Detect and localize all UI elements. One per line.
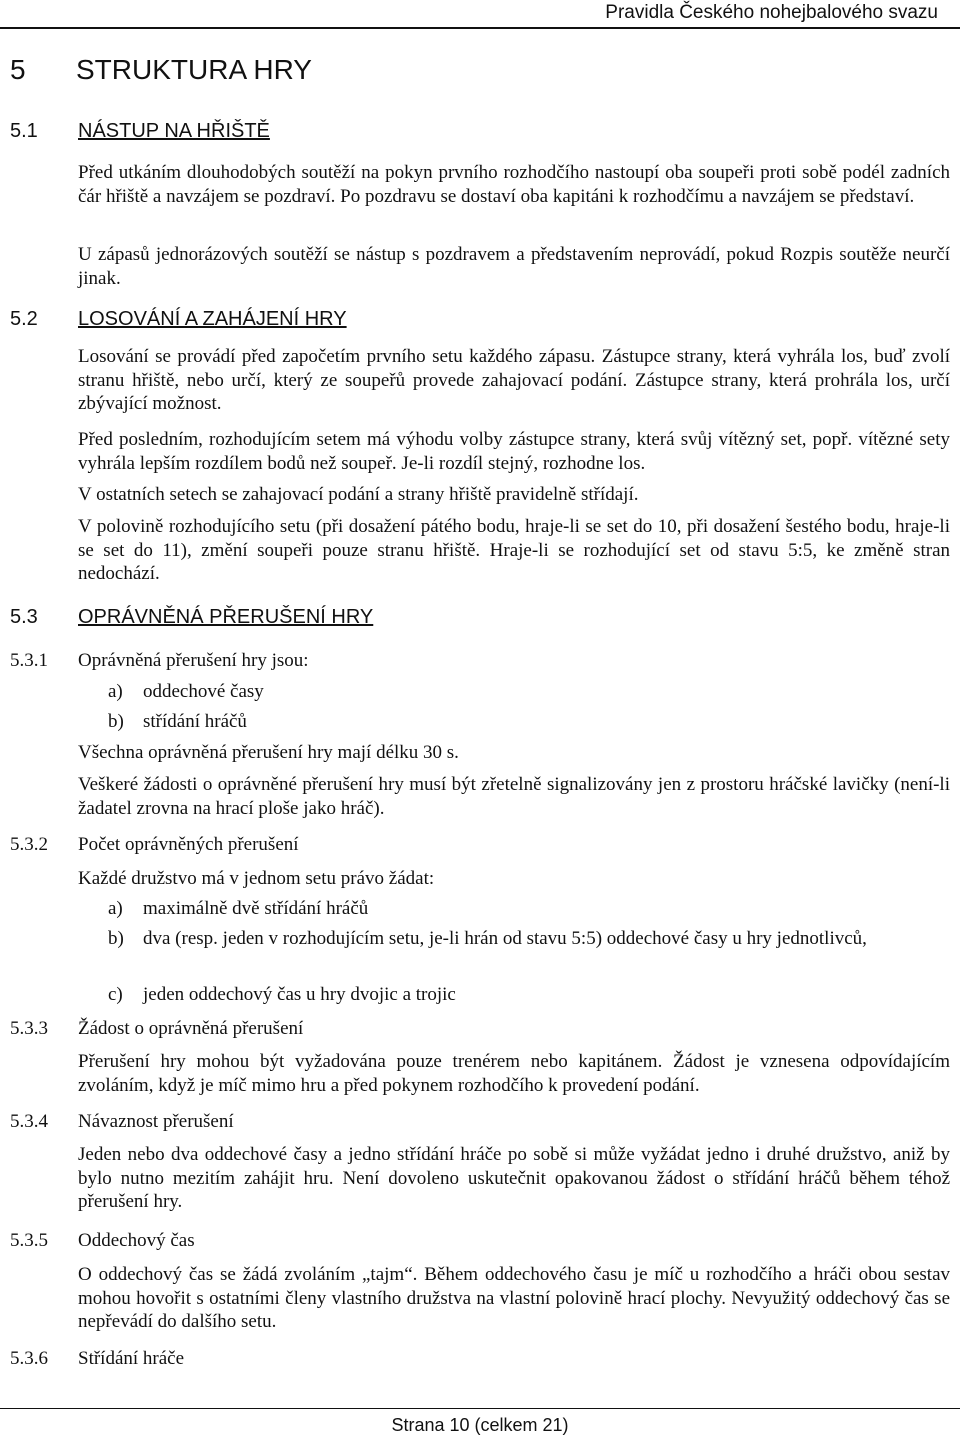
subsection-title: Počet oprávněných přerušení [78,834,299,855]
subsection-title: Návaznost přerušení [78,1111,234,1132]
subsection-heading [10,650,309,672]
footer-rule [0,1408,960,1409]
section-heading [10,606,373,629]
list-label: a) [108,898,123,919]
section-heading [10,120,270,143]
subsection-number: 5.3.6 [10,1348,48,1369]
paragraph: Veškeré žádosti o oprávněné přerušení hry musí být zřetelně signalizovány jen z prostoru hráčské lavičky (není-li žadatel zrovna na hrací ploše jako hráč). [78,774,950,819]
paragraph: Před utkáním dlouhodobých soutěží na pokyn prvního rozhodčího nastoupí oba soupeři proti sobě podél zadních čár hřiště a navzájem se pozdraví. Po pozdravu se dostaví oba kapitáni k rozhodčímu a navzájem se představí. [78,162,950,207]
list-text: oddechové časy [143,681,264,702]
list-label: c) [108,984,123,1005]
section-title: NÁSTUP NA HŘIŠTĚ [78,120,270,142]
subsection-title: Žádost o oprávněná přerušení [78,1018,304,1039]
list-text: jeden oddechový čas u hry dvojic a trojic [143,984,456,1005]
list-item [108,680,950,704]
page-number: Strana 10 (celkem 21) [391,1415,569,1435]
subsection-number: 5.3.3 [10,1018,48,1039]
paragraph: Každé družstvo má v jednom setu právo žádat: [78,868,435,889]
section-number: 5.1 [10,120,38,142]
list-label: b) [108,711,124,732]
paragraph: V ostatních setech se zahajovací podání a strany hřiště pravidelně střídají. [78,484,639,505]
subsection-title: Střídání hráče [78,1348,185,1369]
subsection-number: 5.3.5 [10,1230,48,1251]
subsection-number: 5.3.1 [10,650,48,671]
section-heading [10,308,347,331]
header-rule [0,27,960,29]
paragraph: Všechna oprávněná přerušení hry mají délku 30 s. [78,742,459,763]
list-text: střídání hráčů [143,711,247,732]
list-item [108,983,950,1007]
subsection-heading [10,1230,195,1252]
subsection-heading [10,1018,303,1040]
list-item [108,927,950,951]
subsection-number: 5.3.2 [10,834,48,855]
paragraph: Losování se provádí před započetím prvního setu každého zápasu. Zástupce strany, která vyhrála los, buď zvolí stranu hřiště, nebo určí, který ze soupeřů provede zahajovací podání. Zástupce strany, která prohrála los, určí zbývající možnost. [78,346,950,414]
subsection-heading [10,1111,234,1133]
list-text: dva (resp. jeden v rozhodujícím setu, je-li hrán od stavu 5:5) oddechové časy u hry jednotlivců, [143,928,867,949]
subsection-title: Oprávněná přerušení hry jsou: [78,650,309,671]
section-title: LOSOVÁNÍ A ZAHÁJENÍ HRY [78,308,347,330]
list-text: maximálně dvě střídání hráčů [143,898,369,919]
paragraph: V polovině rozhodujícího setu (při dosažení pátého bodu, hraje-li se set do 10, při dosažení šestého bodu, hraje-li se set do 11), změní soupeři pouze stranu hřiště. Hraje-li se rozhodující set od stavu 5:5, ke změně stran nedochází. [78,516,950,584]
chapter-number: 5 [10,54,26,85]
paragraph: U zápasů jednorázových soutěží se nástup s pozdravem a představením neprovádí, pokud Rozpis soutěže neurčí jinak. [78,244,950,289]
subsection-number: 5.3.4 [10,1111,48,1132]
section-number: 5.2 [10,308,38,330]
section-number: 5.3 [10,606,38,628]
paragraph: Jeden nebo dva oddechové časy a jedno střídání hráče po sobě si může vyžádat jedno i druhé družstvo, aniž by bylo nutno mezitím zahájit hru. Není dovoleno uskutečnit opakovanou žádost o střídání hráčů během téhož přerušení hry. [78,1144,950,1212]
subsection-heading [10,1348,184,1370]
list-item [108,710,950,734]
paragraph: O oddechový čas se žádá zvoláním „tajm“. Během oddechového času je míč u rozhodčího a hráči obou sestav mohou hovořit s ostatními členy vlastního družstva na vlastní polovině hrací plochy. Nevyužitý oddechový čas se nepřevádí do dalšího setu. [78,1264,950,1332]
list-item [108,897,950,921]
paragraph: Přerušení hry mohou být vyžadována pouze trenérem nebo kapitánem. Žádost je vznesena odpovídajícím zvoláním, když je míč mimo hru a před pokynem rozhodčího k provedení podání. [78,1051,950,1096]
running-header: Pravidla Českého nohejbalového svazu [605,2,938,23]
section-title: OPRÁVNĚNÁ PŘERUŠENÍ HRY [78,606,374,628]
list-label: a) [108,681,123,702]
chapter-heading [10,54,312,86]
subsection-title: Oddechový čas [78,1230,195,1251]
subsection-heading [10,834,299,856]
list-label: b) [108,928,124,949]
chapter-title: STRUKTURA HRY [76,54,312,85]
paragraph: Před posledním, rozhodujícím setem má výhodu volby zástupce strany, která svůj vítězný set, popř. vítězné sety vyhrála lepším rozdílem bodů než soupeř. Je-li rozdíl stejný, rozhodne los. [78,429,950,474]
